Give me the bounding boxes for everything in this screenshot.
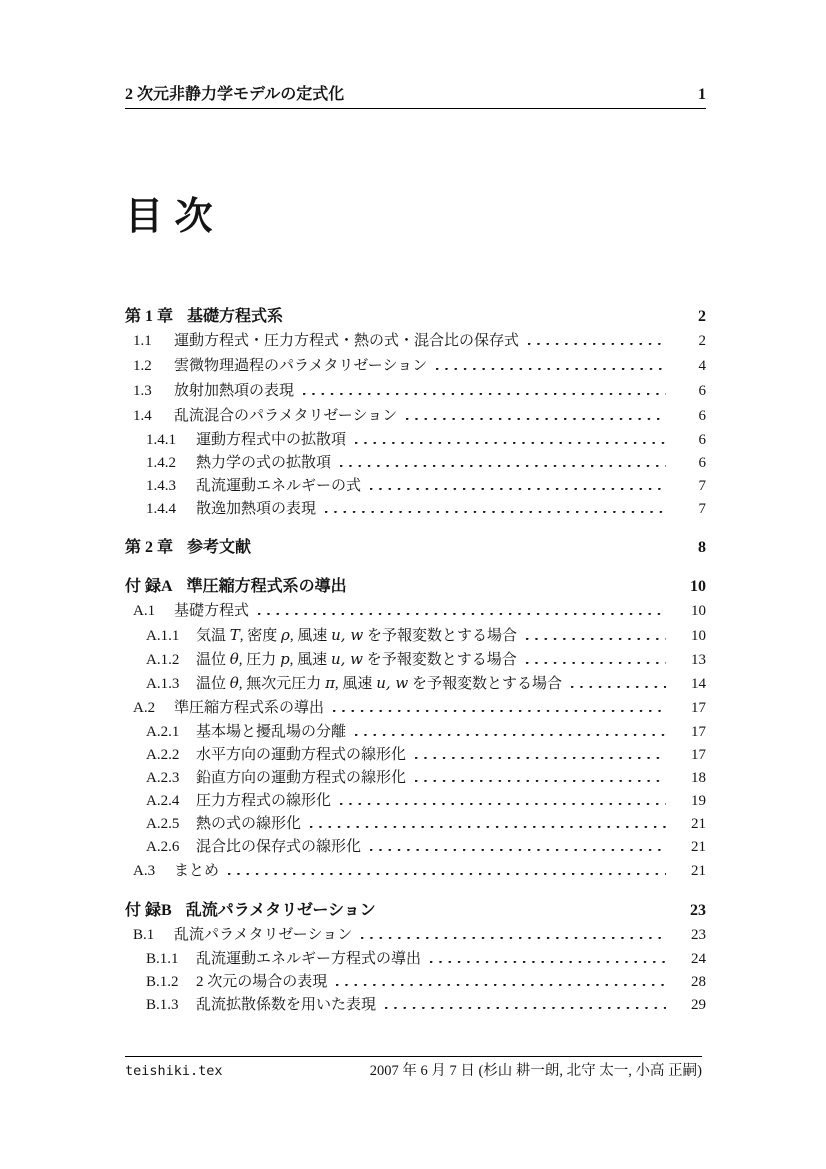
toc-entry-title — [196, 648, 517, 672]
toc-list — [125, 304, 706, 1017]
math-variable: T — [229, 626, 240, 644]
toc-entry-number: A.2.1 — [146, 724, 180, 740]
toc-chapter-row — [125, 304, 706, 329]
toc-entry-title: 乱流運動エネルギーの式 — [196, 478, 362, 494]
toc-entry-row — [125, 452, 706, 475]
title-text: , 風速 — [289, 652, 331, 668]
footer-date-authors: 2007 年 6 月 7 日 (杉山 耕一朗, 北守 太一, 小高 正嗣) — [369, 1063, 702, 1079]
toc-entry-number: 1.4.3 — [146, 478, 176, 494]
toc-entry-title: 熱の式の線形化 — [196, 816, 302, 832]
leader-dots — [526, 638, 666, 640]
title-text: 温位 — [196, 652, 230, 668]
toc-entry-title: 散逸加熱項の表現 — [196, 501, 317, 517]
toc-entry-title: 乱流パラメタリゼーション — [174, 927, 353, 943]
toc-block — [125, 535, 706, 560]
toc-entry-title: 熱力学の式の拡散項 — [196, 455, 332, 471]
toc-entry-page: 14 — [691, 676, 706, 692]
leader-dots — [303, 393, 666, 395]
toc-entry-row — [125, 923, 706, 948]
leader-dots — [292, 319, 666, 321]
toc-entry-page: 10 — [691, 628, 706, 644]
title-text: を予報変数とする場合 — [363, 628, 517, 644]
toc-entry-row — [125, 475, 706, 498]
title-text: , 無次元圧力 — [238, 676, 326, 692]
toc-entry-title — [196, 672, 562, 696]
toc-entry-page: 21 — [691, 816, 706, 832]
toc-entry-row — [125, 624, 706, 648]
leader-dots — [356, 589, 666, 591]
title-text: 温位 — [196, 676, 230, 692]
toc-entry-row — [125, 721, 706, 744]
document-title: 目 次 — [125, 196, 214, 238]
toc-entry-row — [125, 836, 706, 859]
toc-entry-row — [125, 404, 706, 429]
toc-entry-page: 23 — [690, 902, 706, 919]
leader-dots — [415, 780, 666, 782]
leader-dots — [325, 511, 666, 513]
toc-entry-number: B.1.1 — [146, 951, 179, 967]
toc-entry-page: 6 — [698, 432, 706, 448]
toc-entry-page: 24 — [691, 951, 706, 967]
toc-entry-title: 参考文献 — [187, 539, 252, 556]
toc-entry-number: A.3 — [133, 863, 156, 879]
toc-entry-page: 10 — [691, 603, 706, 619]
leader-dots — [355, 734, 666, 736]
page-footer — [125, 1056, 702, 1080]
toc-entry-page: 28 — [691, 974, 706, 990]
toc-entry-page: 17 — [691, 724, 706, 740]
running-header-title: 2 次元非静力学モデルの定式化 — [125, 86, 345, 103]
leader-dots — [370, 849, 666, 851]
toc-entry-number: A.2.4 — [146, 793, 180, 809]
toc-entry-number: 付 録B — [125, 902, 172, 919]
toc-entry-number: A.1.2 — [146, 652, 180, 668]
toc-entry-number: 1.1 — [133, 333, 152, 349]
toc-entry-title: 基礎方程式 — [174, 603, 250, 619]
toc-entry-title: 基本場と擾乱場の分離 — [196, 724, 347, 740]
toc-entry-title: 運動方程式・圧力方程式・熱の式・混合比の保存式 — [174, 333, 520, 349]
math-variable: π — [325, 674, 335, 692]
toc-entry-page: 7 — [698, 478, 706, 494]
toc-entry-title: 基礎方程式系 — [187, 308, 284, 325]
toc-entry-page: 4 — [698, 358, 706, 374]
footer-filename: teishiki.tex — [125, 1063, 223, 1079]
leader-dots — [355, 442, 666, 444]
toc-entry-number: B.1 — [133, 927, 155, 943]
leader-dots — [333, 710, 666, 712]
title-text: を予報変数とする場合 — [408, 676, 562, 692]
toc-entry-page: 2 — [698, 333, 706, 349]
toc-block — [125, 574, 706, 884]
toc-chapter-row — [125, 574, 706, 599]
toc-block — [125, 898, 706, 1017]
toc-entry-number: 付 録A — [125, 578, 173, 595]
toc-entry-page: 8 — [698, 539, 706, 556]
toc-entry-title: 運動方程式中の拡散項 — [196, 432, 347, 448]
leader-dots — [406, 418, 666, 420]
toc-entry-row — [125, 971, 706, 994]
toc-entry-page: 19 — [691, 793, 706, 809]
math-variable: θ — [229, 674, 239, 692]
leader-dots — [361, 937, 666, 939]
title-text: , 圧力 — [238, 652, 281, 668]
math-variable: u, w — [330, 650, 363, 668]
toc-entry-number: A.2.3 — [146, 770, 180, 786]
toc-entry-row — [125, 354, 706, 379]
document-page — [125, 86, 706, 1017]
toc-entry-title: 準圧縮方程式系の導出 — [186, 578, 347, 595]
toc-entry-page: 17 — [691, 700, 706, 716]
toc-entry-page: 23 — [691, 927, 706, 943]
toc-entry-title: 水平方向の運動方程式の線形化 — [196, 747, 407, 763]
toc-entry-row — [125, 744, 706, 767]
toc-entry-page: 17 — [691, 747, 706, 763]
toc-entry-number: 1.4.4 — [146, 501, 176, 517]
toc-entry-title: 乱流拡散係数を用いた表現 — [196, 997, 377, 1013]
toc-entry-row — [125, 329, 706, 354]
leader-dots — [340, 465, 666, 467]
math-variable: θ — [229, 650, 239, 668]
toc-entry-title: 放射加熱項の表現 — [174, 383, 295, 399]
header-page-number: 1 — [698, 86, 706, 103]
toc-entry-number: A.2 — [133, 700, 156, 716]
toc-entry-row — [125, 813, 706, 836]
toc-entry-number: B.1.3 — [146, 997, 179, 1013]
toc-entry-number: A.2.6 — [146, 839, 180, 855]
title-text: , 密度 — [239, 628, 282, 644]
leader-dots — [258, 613, 666, 615]
toc-entry-page: 2 — [698, 308, 706, 325]
toc-entry-page: 13 — [691, 652, 706, 668]
toc-entry-title: 混合比の保存式の線形化 — [196, 839, 362, 855]
title-text: , 風速 — [289, 628, 332, 644]
toc-entry-title: 鉛直方向の運動方程式の線形化 — [196, 770, 407, 786]
toc-entry-page: 18 — [691, 770, 706, 786]
toc-entry-row — [125, 948, 706, 971]
leader-dots — [385, 913, 666, 915]
leader-dots — [430, 961, 666, 963]
toc-entry-number: B.1.2 — [146, 974, 179, 990]
toc-entry-row — [125, 859, 706, 884]
toc-entry-row — [125, 599, 706, 624]
math-variable: p — [280, 650, 290, 668]
toc-entry-number: 1.4.1 — [146, 432, 176, 448]
toc-entry-row — [125, 767, 706, 790]
title-text: 気温 — [196, 628, 230, 644]
toc-entry-page: 6 — [698, 383, 706, 399]
leader-dots — [310, 826, 666, 828]
math-variable: u, w — [376, 674, 409, 692]
leader-dots — [228, 873, 666, 875]
toc-entry-number: 1.4 — [133, 408, 152, 424]
leader-dots — [415, 757, 666, 759]
math-variable: u, w — [331, 626, 364, 644]
toc-entry-page: 21 — [691, 863, 706, 879]
toc-chapter-row — [125, 898, 706, 923]
toc-entry-page: 21 — [691, 839, 706, 855]
toc-entry-number: 1.4.2 — [146, 455, 176, 471]
toc-entry-row — [125, 379, 706, 404]
toc-entry-title: 準圧縮方程式系の導出 — [174, 700, 325, 716]
toc-entry-title — [196, 624, 517, 648]
toc-entry-title: 2 次元の場合の表現 — [196, 974, 328, 990]
toc-entry-page: 6 — [698, 455, 706, 471]
leader-dots — [571, 686, 666, 688]
toc-entry-number: A.1.3 — [146, 676, 180, 692]
toc-entry-row — [125, 672, 706, 696]
toc-entry-title: 圧力方程式の線形化 — [196, 793, 332, 809]
toc-entry-title: 乱流運動エネルギー方程式の導出 — [196, 951, 422, 967]
toc-entry-number: A.2.5 — [146, 816, 180, 832]
toc-entry-row — [125, 429, 706, 452]
toc-entry-number: 第 1 章 — [125, 308, 174, 325]
toc-chapter-row — [125, 535, 706, 560]
toc-entry-title: 乱流パラメタリゼーション — [185, 902, 376, 919]
leader-dots — [340, 803, 666, 805]
toc-entry-number: A.1.1 — [146, 628, 180, 644]
toc-entry-row — [125, 994, 706, 1017]
toc-entry-title: まとめ — [174, 863, 220, 879]
title-text: を予報変数とする場合 — [362, 652, 517, 668]
leader-dots — [336, 984, 666, 986]
toc-entry-number: 1.2 — [133, 358, 152, 374]
page-header — [125, 86, 706, 109]
math-variable: ρ — [281, 626, 290, 644]
toc-entry-title: 雲微物理過程のパラメタリゼーション — [174, 358, 428, 374]
toc-entry-title: 乱流混合のパラメタリゼーション — [174, 408, 398, 424]
toc-entry-row — [125, 696, 706, 721]
toc-entry-row — [125, 498, 706, 521]
toc-entry-row — [125, 790, 706, 813]
leader-dots — [385, 1007, 666, 1009]
toc-block — [125, 304, 706, 521]
toc-entry-number: 1.3 — [133, 383, 152, 399]
leader-dots — [370, 488, 666, 490]
leader-dots — [526, 662, 666, 664]
leader-dots — [260, 550, 666, 552]
toc-entry-number: A.2.2 — [146, 747, 180, 763]
toc-entry-page: 7 — [698, 501, 706, 517]
toc-entry-page: 6 — [698, 408, 706, 424]
toc-entry-number: A.1 — [133, 603, 156, 619]
toc-entry-row — [125, 648, 706, 672]
toc-entry-page: 29 — [691, 997, 706, 1013]
title-text: , 風速 — [334, 676, 377, 692]
leader-dots — [436, 368, 666, 370]
toc-entry-number: 第 2 章 — [125, 539, 174, 556]
toc-entry-page: 10 — [690, 578, 706, 595]
leader-dots — [528, 343, 666, 345]
